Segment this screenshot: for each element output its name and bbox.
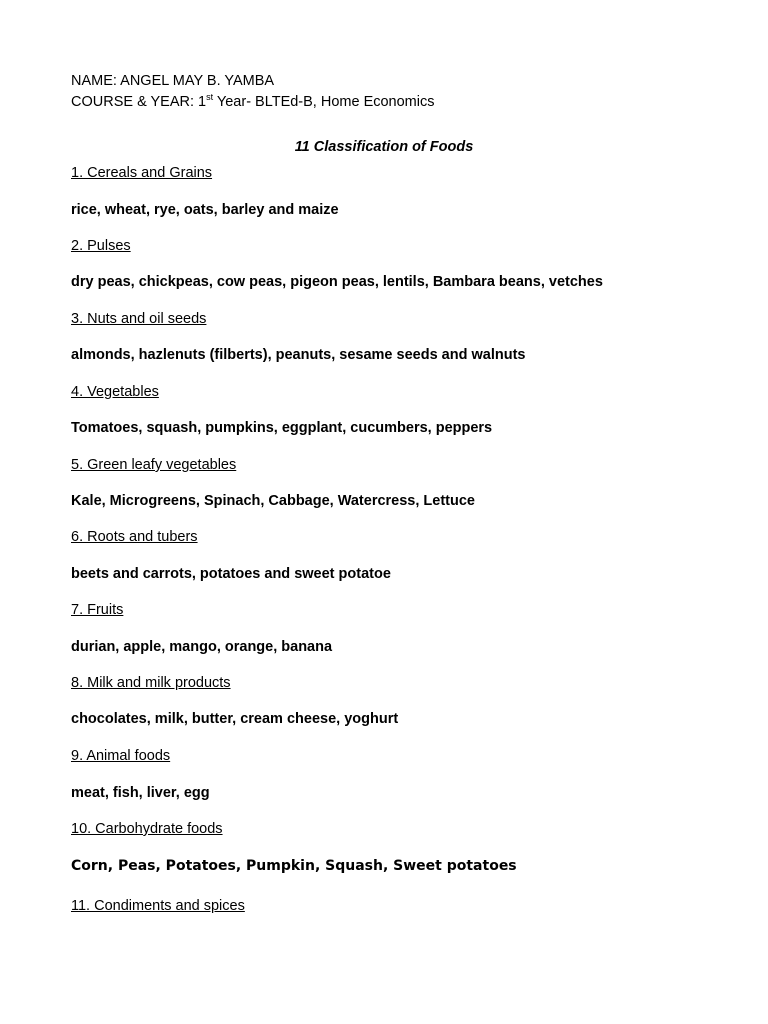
category-heading: 2. Pulses [71,238,131,254]
category-heading: 1. Cereals and Grains [71,165,213,181]
category-items: durian, apple, mango, orange, banana [71,639,333,655]
category-items: rice, wheat, rye, oats, barley and maize [71,202,339,218]
document-title: 11 Classification of Foods [294,139,474,155]
category-items: dry peas, chickpeas, cow peas, pigeon peas, lentils, Bambara beans, vetches [71,274,603,290]
course-year [71,94,434,111]
course-prefix: COURSE & YEAR: 1 [71,94,207,110]
category-heading: 6. Roots and tubers [71,529,198,545]
category-heading: 3. Nuts and oil seeds [71,311,207,327]
category-items: Corn, Peas, Potatoes, Pumpkin, Squash, Sweet potatoes [71,858,517,874]
category-items: Kale, Microgreens, Spinach, Cabbage, Watercress, Lettuce [71,493,475,509]
category-items: Tomatoes, squash, pumpkins, eggplant, cucumbers, peppers [71,420,493,436]
category-items: almonds, hazlenuts (filberts), peanuts, sesame seeds and walnuts [71,347,526,363]
category-heading: 10. Carbohydrate foods [71,821,223,837]
course-superscript: st [206,92,214,103]
course-suffix: Year- BLTEd-B, Home Economics [213,94,435,110]
category-items: meat, fish, liver, egg [71,785,210,801]
document-title-row [0,139,768,156]
category-heading: 11. Condiments and spices [71,898,245,914]
category-heading: 9. Animal foods [71,748,171,764]
category-heading: 5. Green leafy vegetables [71,457,237,473]
category-heading: 4. Vegetables [71,384,159,400]
category-heading: 7. Fruits [71,602,124,618]
student-name: NAME: ANGEL MAY B. YAMBA [71,73,275,89]
category-items: beets and carrots, potatoes and sweet potatoe [71,566,391,582]
category-items: chocolates, milk, butter, cream cheese, yoghurt [71,711,399,727]
category-heading: 8. Milk and milk products [71,675,231,691]
